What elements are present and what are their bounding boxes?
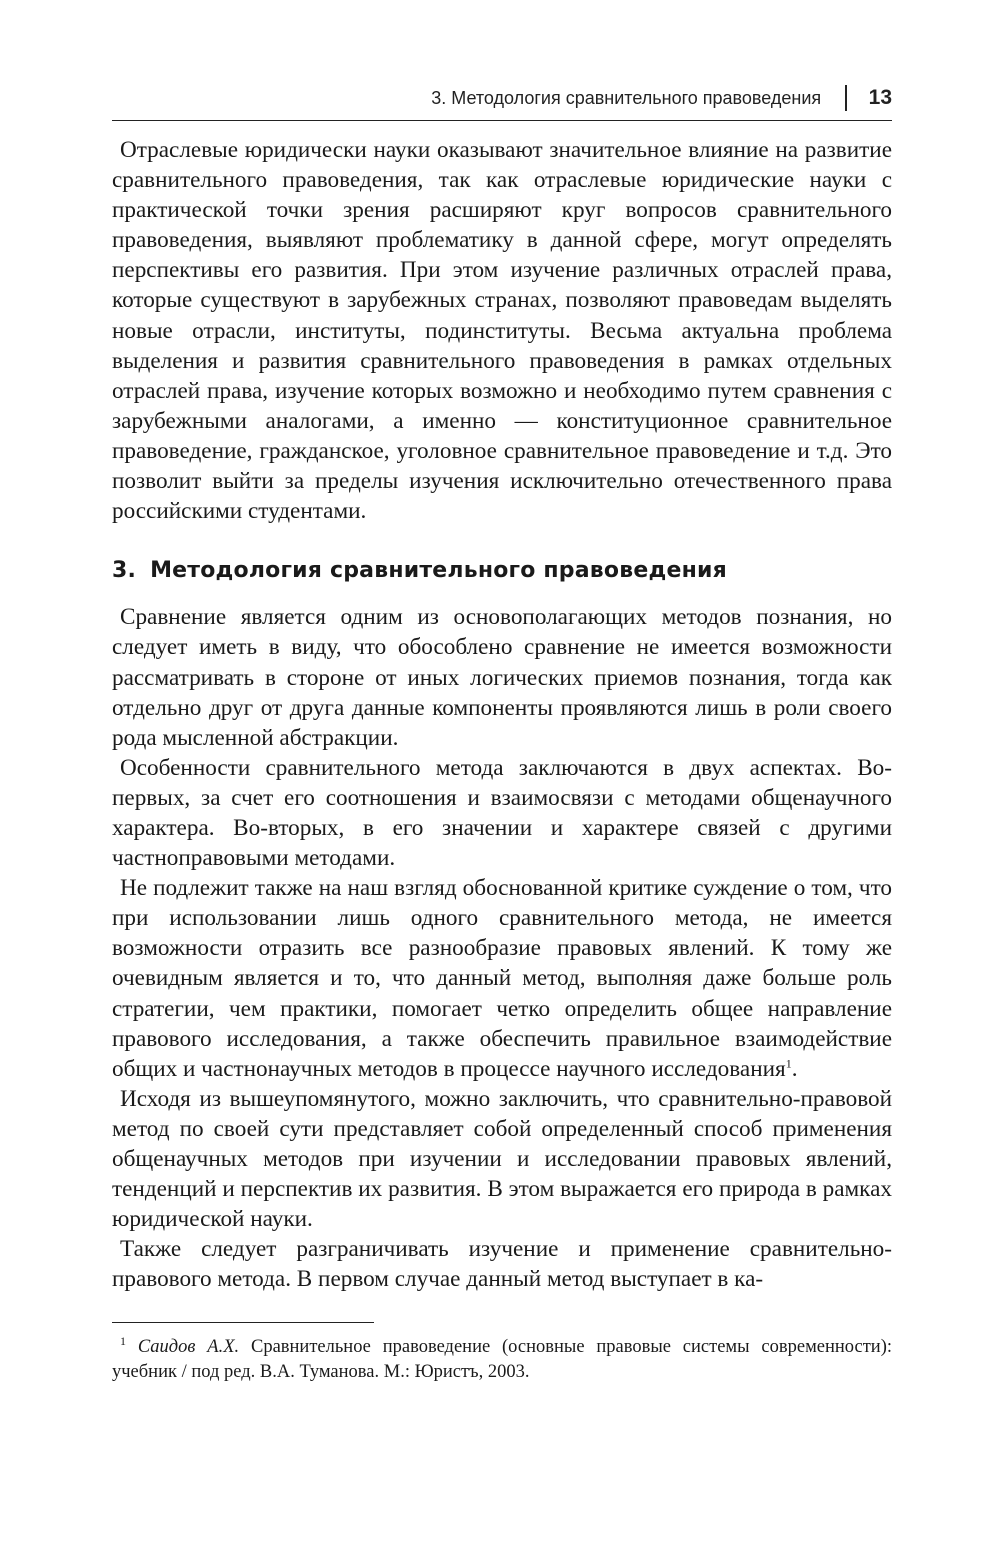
- page-number: 13: [868, 86, 892, 109]
- footnote-mark: 1: [120, 1334, 126, 1349]
- header-separator: [845, 85, 847, 111]
- footnote-reference: 1: [785, 1055, 792, 1070]
- section-heading: [112, 556, 892, 586]
- footnote: [112, 1335, 892, 1385]
- section-title: Методология сравнительного правоведения: [150, 558, 727, 584]
- paragraph-2: Сравнение является одним из основополагающих методов познания, но следует иметь в виду, что обособлено сравнение не имеется возможности рассматривать в стороне от иных логических приемов познания, тогда как отдельно друг от друга данные компоненты проявляются лишь в роли своего рода мысленной абстракции.: [112, 604, 892, 751]
- running-title: 3. Методология сравнительного правоведения: [431, 87, 822, 108]
- page: [112, 80, 892, 1385]
- paragraph-4-text: Не подлежит также на наш взгляд обоснованной критике суждение о том, что при использовании лишь одного сравнительного метода, не имеется возможности отразить все разнообразие правовых явлений. К тому же очевидным является и то, что данный метод, выполняя даже больше роль стратегии, чем практики, помогает четко определить общее направление правового исследования, а также обеспечить правильное взаимодействие общих и частнонаучных методов в процессе научного исследования: [112, 875, 892, 1082]
- paragraph-3: Особенности сравнительного метода заключаются в двух аспектах. Во-первых, за счет его соотношения и взаимосвязи с методами общенаучного характера. Во-вторых, в его значении и характере связей с другими частноправовыми методами.: [112, 754, 892, 872]
- footnote-author: Саидов А.Х.: [137, 1337, 240, 1358]
- body-text: [112, 135, 892, 1294]
- paragraph-4: [112, 873, 892, 1084]
- section-number: 3.: [112, 558, 137, 584]
- footnote-text: Сравнительное правоведение (основные правовые системы современности): учебник / под ред. В.А. Туманова. М.: Юристъ, 2003.: [112, 1337, 892, 1383]
- footnote-rule: [112, 1322, 374, 1323]
- paragraph-5: Исходя из вышеупомянутого, можно заключить, что сравнительно-правовой метод по своей сути представляет собой определенный способ применения общенаучных методов при изучении и исследовании правовых явлений, тенденций и перспектив их развития. В этом выражается его природа в рамках юридической науки.: [112, 1085, 892, 1233]
- paragraph-1: Отраслевые юридически науки оказывают значительное влияние на развитие сравнительного правоведения, так как отраслевые юридические науки с практической точки зрения расширяют круг вопросов сравнительного правоведения, выявляют проблематику в данной сфере, могут определять перспективы его развития. При этом изучение различных отраслей права, которые существуют в зарубежных странах, позволяют правоведам выделять новые отрасли, институты, подинституты. Весьма актуальна проблема выделения и развития сравнительного правоведения в рамках отдельных отраслей права, изучение которых возможно и необходимо путем сравнения с зарубежными аналогами, а именно — конституционное сравнительное правоведение, гражданское, уголовное сравнительное правоведение и т.д. Это позволит выйти за пределы изучения исключительно отечественного права российскими студентами.: [112, 137, 892, 525]
- paragraph-6: Также следует разграничивать изучение и применение сравнительно-правового метода. В первом случае данный метод выступает в ка-: [112, 1236, 892, 1293]
- paragraph-4-end: .: [791, 1055, 798, 1082]
- running-header: [112, 80, 892, 121]
